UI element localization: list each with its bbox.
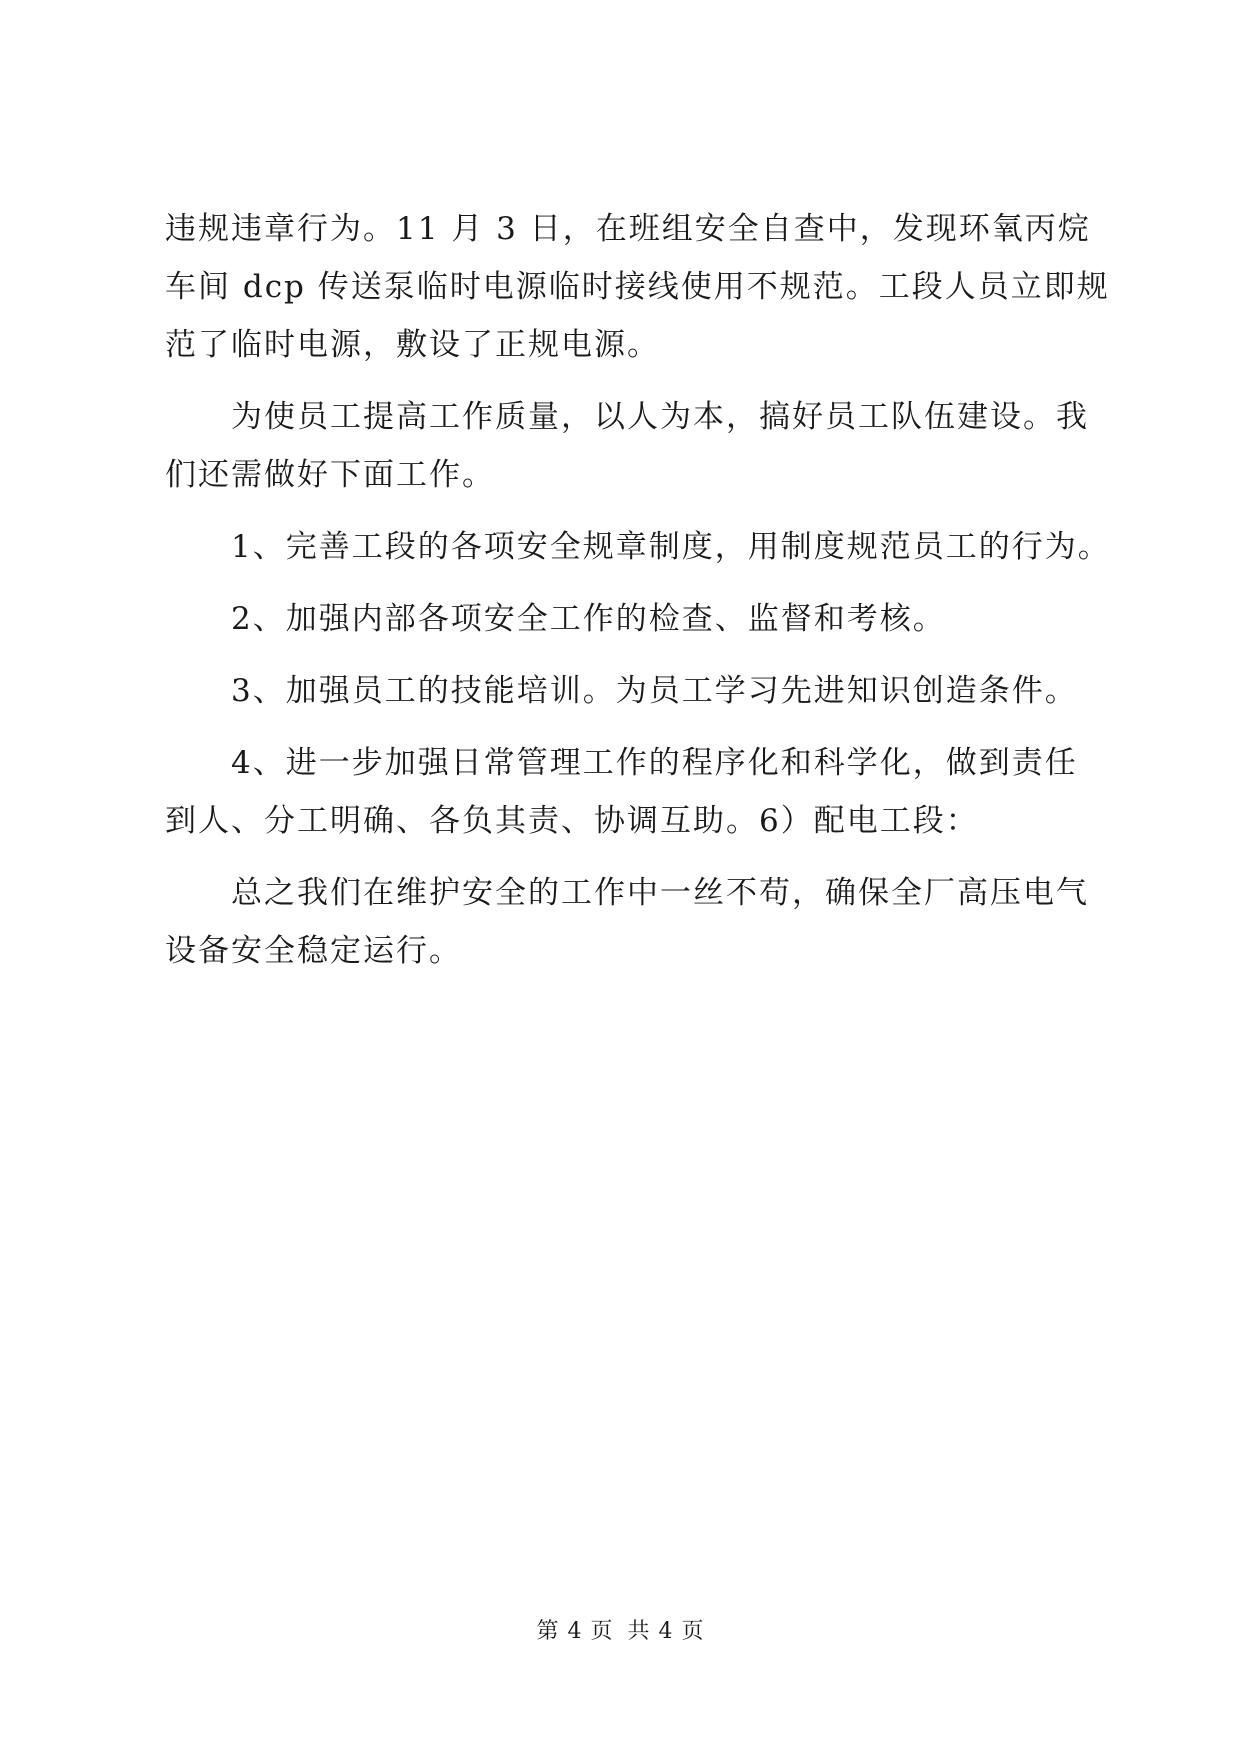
paragraph-start-line: 总之我们在维护安全的工作中一丝不苟，确保全厂高压电气 xyxy=(231,875,1089,911)
page-footer xyxy=(0,1614,1241,1645)
text-line: 设备安全稳定运行。 xyxy=(165,933,462,969)
page-total: 共 4 页 xyxy=(627,1619,705,1644)
list-item-2: 2、加强内部各项安全工作的检查、监督和考核。 xyxy=(231,601,946,637)
list-item-4: 4、进一步加强日常管理工作的程序化和科学化，做到责任 xyxy=(231,745,1078,781)
text-line: 们还需做好下面工作。 xyxy=(165,457,495,493)
page-number: 第 4 页 xyxy=(536,1619,614,1644)
list-item-3: 3、加强员工的技能培训。为员工学习先进知识创造条件。 xyxy=(231,673,1078,709)
text-line: 车间 dcp 传送泵临时电源临时接线使用不规范。工段人员立即规 xyxy=(165,269,1110,305)
document-body xyxy=(165,200,1111,980)
text-line: 到人、分工明确、各负其责、协调互助。6）配电工段： xyxy=(165,803,979,839)
text-line: 违规违章行为。11 月 3 日，在班组安全自查中，发现环氧丙烷 xyxy=(165,211,1091,247)
paragraph-start-line: 为使员工提高工作质量，以人为本，搞好员工队伍建设。我 xyxy=(231,399,1089,435)
list-item-1: 1、完善工段的各项安全规章制度，用制度规范员工的行为。 xyxy=(231,529,1111,565)
text-line: 范了临时电源，敷设了正规电源。 xyxy=(165,327,660,363)
